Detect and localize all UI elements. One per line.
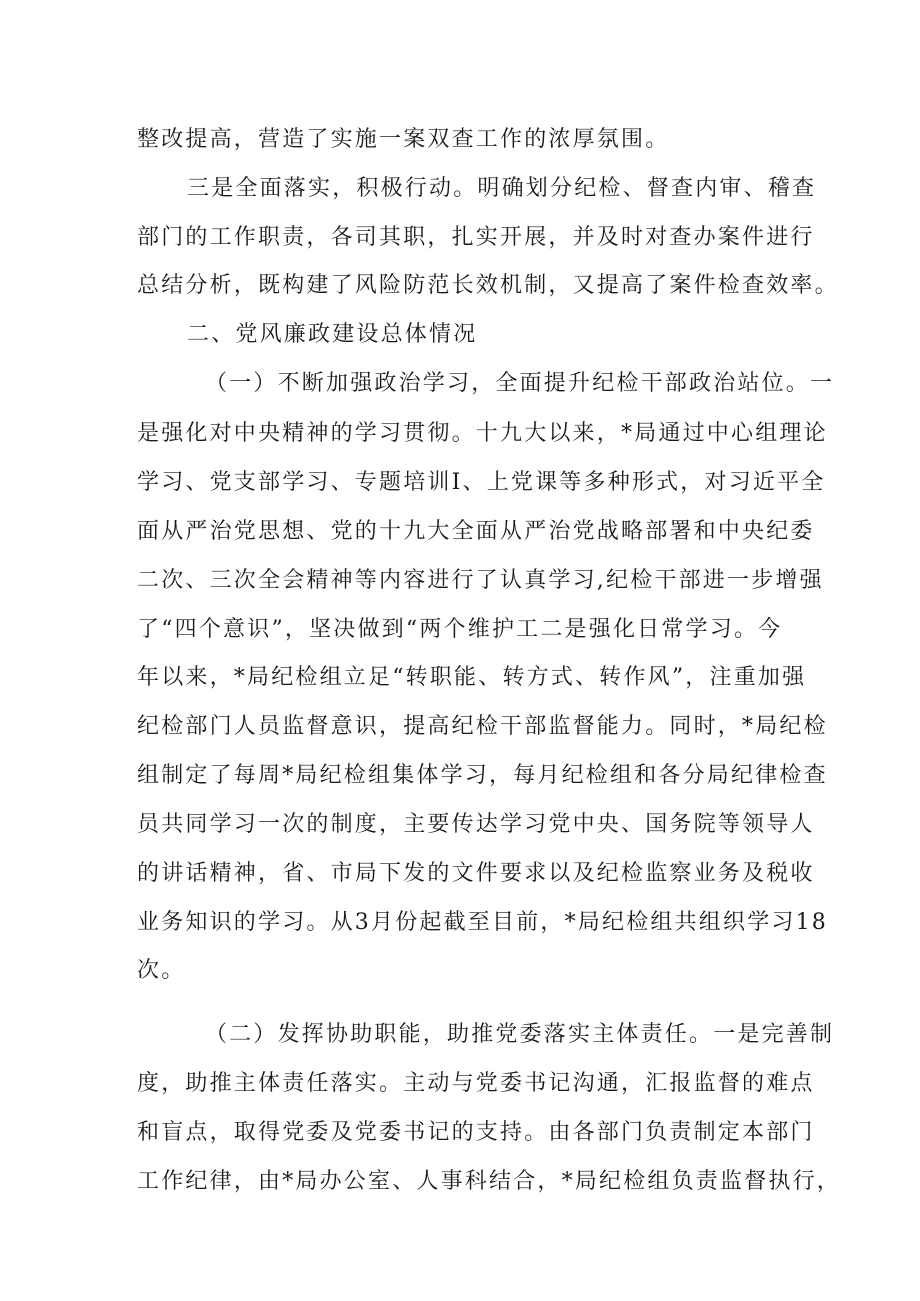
subsection-heading-line: （一）不断加强政治学习，全面提升纪检干部政治站位。一	[205, 371, 835, 396]
text-line: 二次、三次全会精神等内容进行了认真学习,纪检干部进一步增强	[137, 568, 824, 593]
text-line: 工作纪律，由*局办公室、人事科结合，*局纪检组负责监督执行，	[137, 1169, 842, 1194]
text-line: 了“四个意识”，坚决做到“两个维护工二是强化日常学习。今	[137, 617, 783, 642]
text-line: 组制定了每周*局纪检组集体学习，每月纪检组和各分局纪律检查	[137, 763, 828, 788]
section-heading: 二、党风廉政建设总体情况	[187, 322, 478, 347]
text-line: 是强化对中央精神的学习贯彻。十九大以来，*局通过中心组理论	[137, 421, 828, 446]
text-line: 业务知识的学习。从3月份起截至目前，*局纪检组共组织学习18	[137, 910, 828, 935]
text-line: 纪检部门人员监督意识，提高纪检干部监督能力。同时，*局纪检	[137, 714, 828, 739]
text-line: 次。	[137, 958, 186, 983]
text-line: 的讲话精神，省、市局下发的文件要求以及纪检监察业务及税收	[137, 861, 815, 886]
paragraph-start-line: 三是全面落实，积极行动。明确划分纪检、督查内审、稽查	[187, 176, 817, 201]
text-line: 总结分析，既构建了风险防范长效机制，又提高了案件检查效率。	[137, 273, 839, 298]
text-line: 年以来，*局纪检组立足“转职能、转方式、转作风”，注重加强	[137, 665, 807, 690]
text-line: 面从严治党思想、党的十九大全面从严治党战略部署和中央纪委	[137, 519, 815, 544]
text-line: 度，助推主体责任落实。主动与党委书记沟通，汇报监督的难点	[137, 1071, 815, 1096]
text-line: 部门的工作职责，各司其职，扎实开展，并及时对查办案件进行	[137, 225, 815, 250]
text-line: 整改提高，营造了实施一案双查工作的浓厚氛围。	[137, 127, 670, 152]
subsection-heading-line: （二）发挥协助职能，助推党委落实主体责任。一是完善制	[205, 1022, 835, 1047]
text-line: 员共同学习一次的制度，主要传达学习党中央、国务院等领导人	[137, 812, 815, 837]
text-line: 和盲点，取得党委及党委书记的支持。由各部门负责制定本部门	[137, 1120, 815, 1145]
text-line: 学习、党支部学习、专题培训I、上党课等多种形式，对习近平全	[137, 470, 826, 495]
